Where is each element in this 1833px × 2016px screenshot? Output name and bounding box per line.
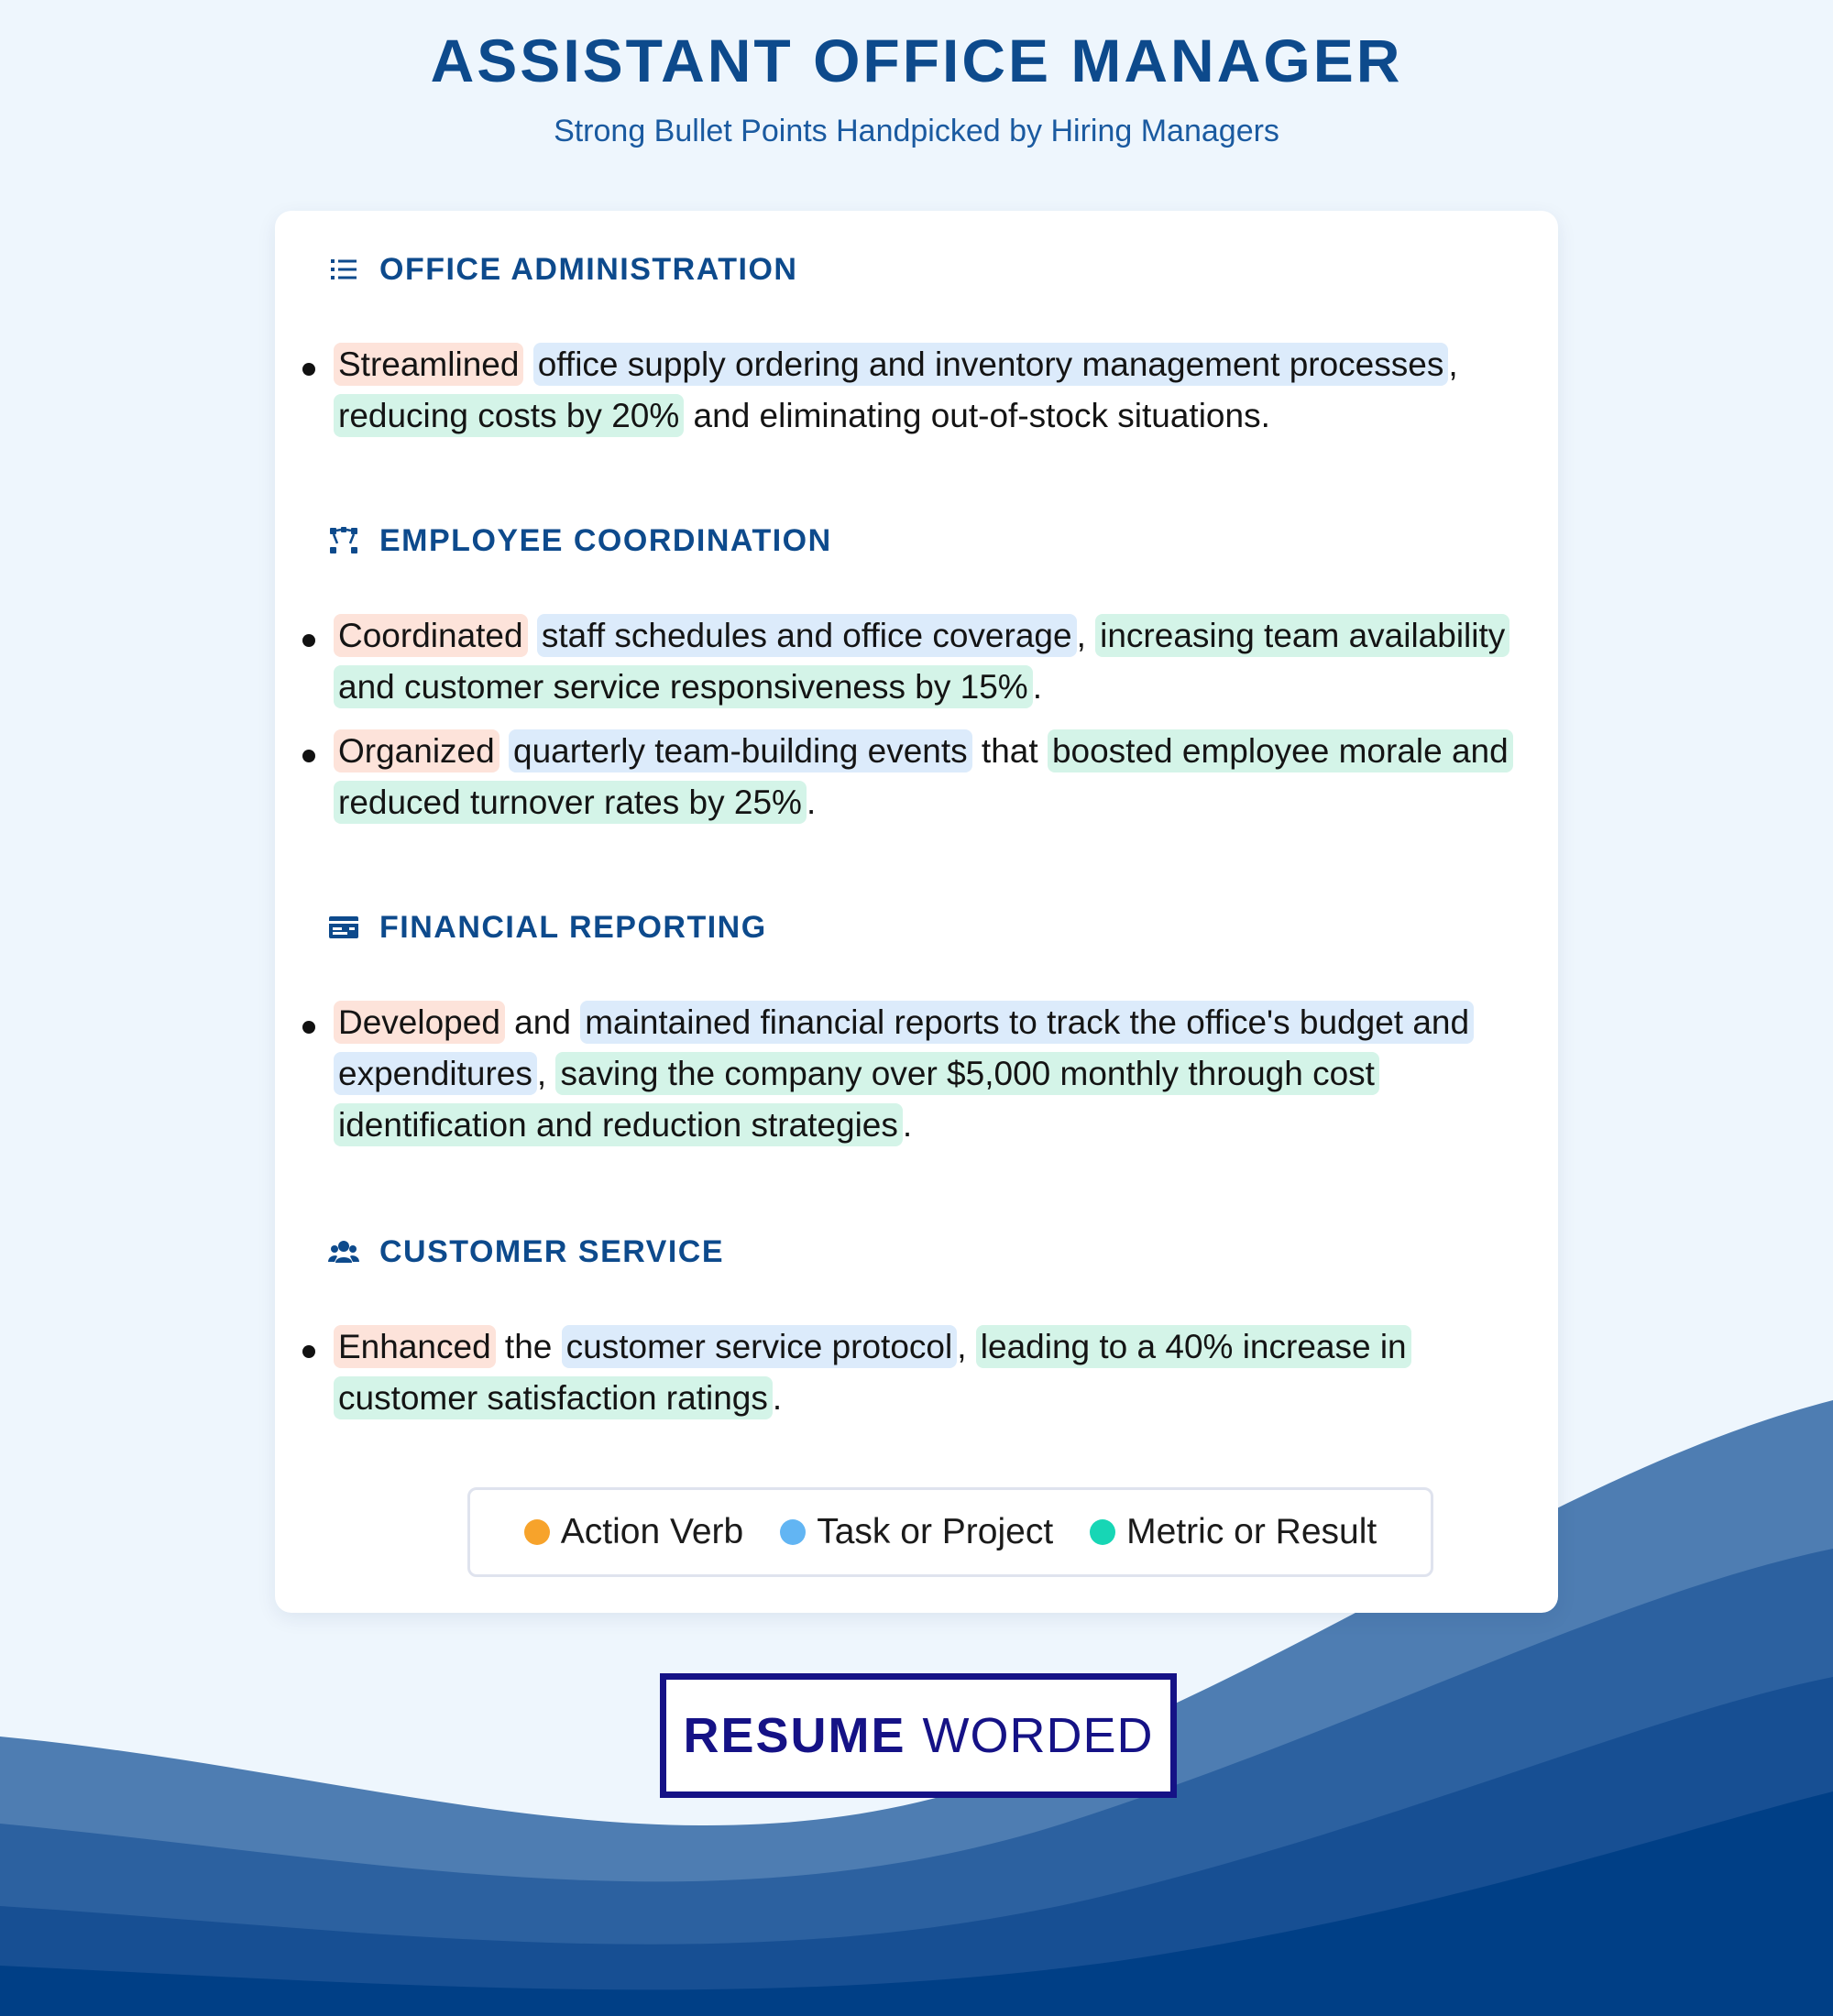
section-header <box>328 1232 724 1272</box>
task-highlight: maintained financial reports to track the office's budget and expenditures <box>334 1001 1474 1095</box>
resume-worded-logo <box>660 1673 1177 1798</box>
section-title: FINANCIAL REPORTING <box>379 909 767 945</box>
logo-part-worded: WORDED <box>922 1708 1154 1763</box>
task-highlight: staff schedules and office coverage <box>537 614 1077 657</box>
plain-text: , <box>1448 345 1458 383</box>
bullet-text <box>334 339 1534 442</box>
plain-text <box>499 732 509 770</box>
task-highlight: quarterly team-building events <box>509 729 972 772</box>
plain-text: , <box>1076 617 1096 654</box>
plain-text: . <box>902 1106 913 1144</box>
action-verb-highlight: Enhanced <box>334 1325 496 1368</box>
bullet-dot <box>302 1345 315 1358</box>
action-verb-highlight: Organized <box>334 729 499 772</box>
page-subtitle: Strong Bullet Points Handpicked by Hiring Managers <box>554 114 1279 148</box>
plain-text: . <box>806 783 817 821</box>
logo-part-resume: RESUME <box>683 1708 906 1763</box>
task-highlight: customer service protocol <box>562 1325 958 1368</box>
plain-text: and <box>504 1003 581 1041</box>
section-title: CUSTOMER SERVICE <box>379 1233 725 1269</box>
metric-highlight: boosted employee morale and reduced turnover rates by 25% <box>334 729 1513 824</box>
metric-highlight: saving the company over $5,000 monthly through cost identification and reduction strategies <box>334 1052 1379 1146</box>
plain-text <box>528 617 537 654</box>
bullet-text <box>334 997 1534 1151</box>
section-header <box>328 249 797 290</box>
bullet-dot <box>302 634 315 647</box>
action-verb-highlight: Streamlined <box>334 343 523 386</box>
legend-item-metric <box>1090 1512 1377 1552</box>
legend-label: Action Verb <box>560 1512 744 1551</box>
legend-item-action-verb <box>524 1512 743 1552</box>
page-header <box>0 26 1833 149</box>
legend-label: Metric or Result <box>1126 1512 1377 1551</box>
page-title: ASSISTANT OFFICE MANAGER <box>430 27 1403 94</box>
section-header <box>328 907 767 948</box>
plain-text: that <box>971 732 1048 770</box>
metric-highlight: reducing costs by 20% <box>334 394 684 437</box>
task-dot-icon <box>780 1519 806 1545</box>
section-title: EMPLOYEE COORDINATION <box>379 522 832 558</box>
action-verb-highlight: Coordinated <box>334 614 528 657</box>
plain-text: , <box>957 1328 976 1365</box>
section-title: OFFICE ADMINISTRATION <box>379 251 798 287</box>
bullet-text <box>334 610 1534 713</box>
legend-item-task <box>780 1512 1053 1552</box>
metric-highlight: increasing team availability and customer service responsiveness by 15% <box>334 614 1509 708</box>
plain-text <box>523 345 532 383</box>
report-card-icon <box>328 912 359 943</box>
bullet-dot <box>302 750 315 762</box>
highlight-legend <box>467 1487 1433 1577</box>
bullet-dot <box>302 363 315 376</box>
action-verb-highlight: Developed <box>334 1001 505 1044</box>
users-icon <box>328 1236 359 1267</box>
network-icon <box>328 525 359 556</box>
legend-label: Task or Project <box>817 1512 1054 1551</box>
plain-text: . <box>1032 668 1042 706</box>
task-highlight: office supply ordering and inventory management processes <box>533 343 1449 386</box>
metric-highlight: leading to a 40% increase in customer satisfaction ratings <box>334 1325 1411 1419</box>
section-header <box>328 520 832 561</box>
metric-dot-icon <box>1090 1519 1115 1545</box>
bullet-text <box>334 1321 1534 1424</box>
bullet-dot <box>302 1021 315 1034</box>
plain-text: the <box>495 1328 562 1365</box>
plain-text: , <box>536 1055 556 1092</box>
plain-text: and eliminating out-of-stock situations. <box>684 397 1270 434</box>
bullet-points-card <box>275 211 1558 1613</box>
list-icon <box>328 254 359 285</box>
action-verb-dot-icon <box>524 1519 550 1545</box>
plain-text: . <box>772 1379 783 1417</box>
bullet-text <box>334 726 1534 828</box>
